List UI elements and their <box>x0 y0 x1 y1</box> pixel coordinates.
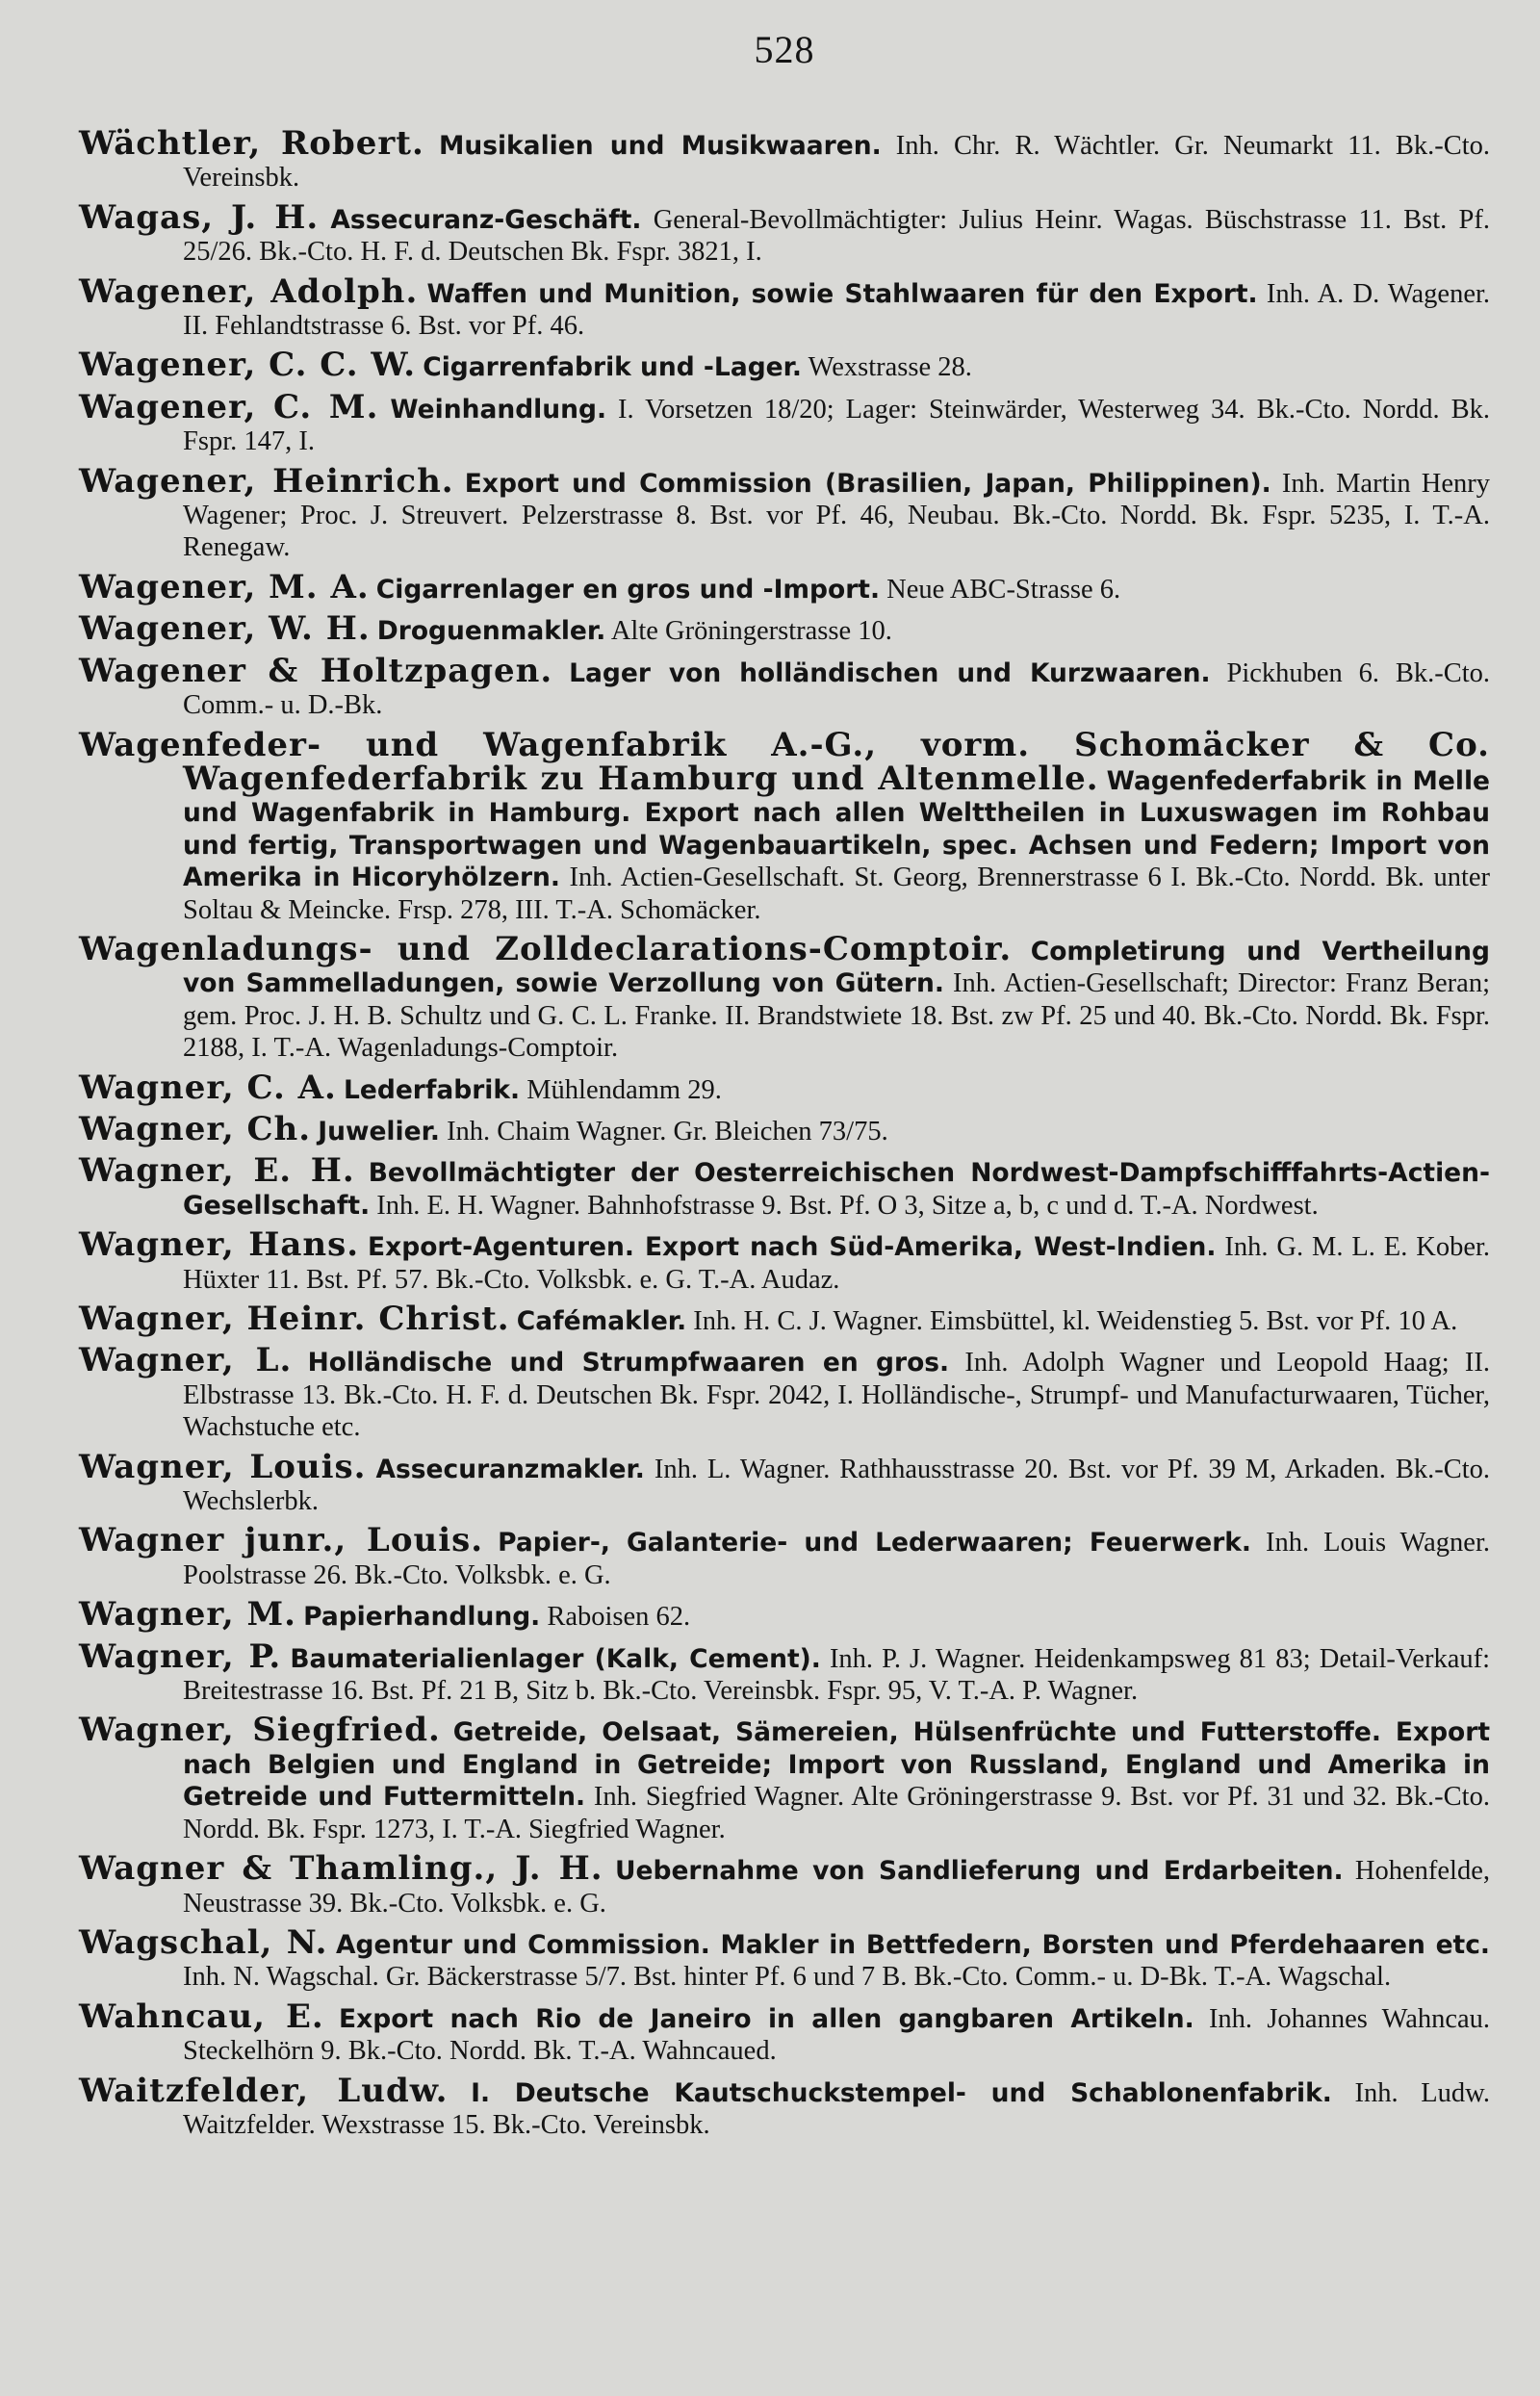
directory-entry <box>79 271 1491 343</box>
entry-trade: Cafémakler. <box>516 1306 687 1336</box>
entry-details: Inh. Chr. R. Wächtler. Gr. Neumarkt 11. Bk.-Cto. Vereinsbk. <box>183 131 1490 193</box>
directory-entry <box>79 1636 1491 1708</box>
directory-entry <box>79 1447 1490 1518</box>
entry-trade: Papier-, Galanterie- und Lederwaaren; Feuerwerk. <box>498 1528 1251 1559</box>
entry-details: Inh. Ludw. Waitzfelder. Wexstrasse 15. Bk.-Cto. Vereinsbk. <box>183 2077 1490 2140</box>
entry-trade: Juwelier. <box>318 1116 440 1146</box>
entry-name: Wagner, Siegfried. <box>79 1711 441 1750</box>
entry-name: Wagner, L. <box>79 1341 293 1380</box>
directory-entry <box>79 2071 1490 2142</box>
entry-name: Wagner, Hans. <box>79 1225 360 1265</box>
entry-trade: Assecuranzmakler. <box>375 1454 645 1484</box>
directory-entry <box>79 1711 1490 1845</box>
entry-trade: Cigarrenfabrik und -Lager. <box>423 352 803 383</box>
entry-name: Wagener, Adolph. <box>79 271 419 311</box>
entry-name: Wagener, C. M. <box>79 387 379 426</box>
directory-entry <box>79 1521 1491 1591</box>
entry-name: Wagner junr., Louis. <box>79 1521 484 1560</box>
entry-details: Inh. L. Wagner. Rathhausstrasse 20. Bst. vor Pf. 39 M, Arkaden. Bk.-Cto. Wechslerbk. <box>183 1454 1490 1517</box>
entry-trade: Assecuranz-Geschäft. <box>330 204 642 235</box>
entry-name: Wagenladungs- und Zolldeclarations-Comptoir. <box>79 929 1013 968</box>
entry-details: Pickhuben 6. Bk.-Cto. Comm.- u. D.-Bk. <box>183 657 1491 721</box>
entry-trade: Agentur und Commission. Makler in Bettfedern, Borsten und Pferdehaaren etc. <box>336 1929 1490 1960</box>
directory-entry <box>79 1922 1490 1994</box>
entry-name: Wagner, Louis. <box>79 1447 367 1486</box>
entry-name: Wagas, J. H. <box>79 197 320 237</box>
entry-trade: Getreide, Oelsaat, Sämereien, Hülsenfrüchte und Futterstoffe. Export nach Belgien und England in Getreide; Import von Russland, England und Amerika in Getreide und Futtermitteln. <box>183 1717 1490 1813</box>
directory-entry <box>79 1109 1490 1148</box>
entry-name: Wahncau, E. <box>79 1997 324 2036</box>
entry-name: Wagener, M. A. <box>79 567 370 606</box>
entry-name: Wächtler, Robert. <box>79 124 424 163</box>
entry-details: Inh. N. Wagschal. Gr. Bäckerstrasse 5/7. Bst. hinter Pf. 6 und 7 B. Bk.-Cto. Comm.- u. D-Bk. T.-A. Wagschal. <box>183 1962 1392 1993</box>
entry-details: Hohenfelde, Neustrasse 39. Bk.-Cto. Volksbk. e. G. <box>183 1856 1490 1919</box>
entry-details: Inh. H. C. J. Wagner. Eimsbüttel, kl. Weidenstieg 5. Bst. vor Pf. 10 A. <box>693 1306 1458 1336</box>
entry-name: Wagner & Thamling., J. H. <box>79 1849 603 1889</box>
entry-trade: Wagenfederfabrik in Melle und Wagenfabrik in Hamburg. Export nach allen Welttheilen in Luxuswagen im Rohbau und fertig, Transportwagen und Wagenbauartikeln, spec. Achsen und Federn; Import von Amerika in Hicoryhölzern. <box>183 765 1491 893</box>
entry-name: Wagener, Heinrich. <box>79 461 454 501</box>
entry-name: Wagschal, N. <box>79 1922 328 1962</box>
entry-trade: Lager von holländischen und Kurzwaaren. <box>569 657 1211 688</box>
entry-details: Inh. Chaim Wagner. Gr. Bleichen 73/75. <box>447 1116 888 1146</box>
entry-details: I. Vorsetzen 18/20; Lager: Steinwärder, Westerweg 34. Bk.-Cto. Nordd. Bk. Fspr. 147, I. <box>183 394 1491 457</box>
entry-details: Inh. Adolph Wagner und Leopold Haag; II. Elbstrasse 13. Bk.-Cto. H. F. d. Deutschen Bk. Fspr. 2042, I. Holländische-, Strumpf- und Manufacturwaaren, Tücher, Wachstuche etc. <box>183 1348 1491 1443</box>
entry-name: Waitzfelder, Ludw. <box>79 2071 449 2110</box>
entry-details: Inh. Martin Henry Wagener; Proc. J. Streuvert. Pelzerstrasse 8. Bst. vor Pf. 46, Neubau. Bk.-Cto. Nordd. Bk. Fspr. 5235, I. T.-A. Renegaw. <box>183 468 1491 563</box>
entry-trade: Export und Commission (Brasilien, Japan, Philippinen). <box>464 468 1271 499</box>
directory-entry <box>79 1068 1490 1107</box>
directory-entry <box>79 1151 1490 1222</box>
directory-entry <box>79 651 1491 722</box>
entry-name: Wagener, W. H. <box>79 609 371 649</box>
entry-trade: Papierhandlung. <box>303 1602 541 1633</box>
entry-details: Alte Gröningerstrasse 10. <box>610 616 892 647</box>
directory-entry <box>79 725 1491 926</box>
directory-entry <box>79 387 1491 458</box>
entry-details: Inh. Actien-Gesellschaft. St. Georg, Brennerstrasse 6 I. Bk.-Cto. Nordd. Bk. unter Soltau & Meincke. Frsp. 278, III. T.-A. Schomäcker. <box>183 863 1491 925</box>
entry-name: Wagner, Heinr. Christ. <box>79 1300 510 1338</box>
directory-entry <box>79 1997 1491 2068</box>
entry-trade: Holländische und Strumpfwaaren en gros. <box>307 1348 950 1378</box>
entry-trade: Waffen und Munition, sowie Stahlwaaren für den Export. <box>426 278 1258 309</box>
directory-entry <box>79 461 1491 564</box>
directory-entry <box>79 609 1490 649</box>
directory-entry <box>79 1849 1490 1919</box>
entry-details: Inh. P. J. Wagner. Heidenkampsweg 81 83; Detail-Verkauf: Breitestrasse 16. Bst. Pf. 21 B, Sitz b. Bk.-Cto. Vereinsbk. Fspr. 95, V. T.-A. P. Wagner. <box>183 1643 1491 1707</box>
entries-list <box>79 124 1491 2141</box>
directory-entry <box>79 124 1490 194</box>
entry-details: Inh. Louis Wagner. Poolstrasse 26. Bk.-Cto. Volksbk. e. G. <box>183 1528 1491 1590</box>
entry-trade: Musikalien und Musikwaaren. <box>438 131 882 161</box>
directory-entry <box>79 1300 1490 1338</box>
entry-trade: Completirung und Vertheilung von Sammelladungen, sowie Verzollung von Gütern. <box>183 936 1490 999</box>
directory-entry <box>79 1225 1491 1296</box>
directory-entry <box>79 1341 1491 1443</box>
entry-name: Wagner, P. <box>79 1636 282 1676</box>
entry-details: Inh. A. D. Wagener. II. Fehlandtstrasse 6. Bst. vor Pf. 46. <box>183 278 1491 342</box>
entry-details: Mühlendamm 29. <box>526 1074 722 1105</box>
directory-entry <box>79 346 1490 385</box>
entry-details: Neue ABC-Strasse 6. <box>886 574 1121 605</box>
entry-trade: Export-Agenturen. Export nach Süd-Amerika, West-Indien. <box>368 1232 1217 1263</box>
entry-trade: Droguenmakler. <box>376 616 606 647</box>
entry-details: General-Bevollmächtigter: Julius Heinr. Wagas. Büschstrasse 11. Bst. Pf. 25/26. Bk.-Cto. H. F. d. Deutschen Bk. Fspr. 3821, I. <box>183 204 1490 268</box>
entry-name: Wagner, M. <box>79 1595 296 1635</box>
entry-name: Wagener, C. C. W. <box>79 346 417 385</box>
entry-details: Wexstrasse 28. <box>808 352 972 383</box>
entry-trade: Baumaterialienlager (Kalk, Cement). <box>290 1643 821 1674</box>
entry-trade: Uebernahme von Sandlieferung und Erdarbeiten. <box>614 1856 1344 1887</box>
directory-entry <box>79 929 1490 1065</box>
entry-trade: Export nach Rio de Janeiro in allen gangbaren Artikeln. <box>339 2003 1194 2034</box>
entry-details: Inh. E. H. Wagner. Bahnhofstrasse 9. Bst. Pf. O 3, Sitze a, b, c und d. T.-A. Nordwest. <box>376 1190 1319 1221</box>
entry-trade: I. Deutsche Kautschuckstempel- und Schablonenfabrik. <box>471 2077 1332 2108</box>
entry-name: Wagner, Ch. <box>79 1109 312 1148</box>
entry-name: Wagner, E. H. <box>79 1151 355 1191</box>
entry-details: Inh. Johannes Wahncau. Steckelhörn 9. Bk.-Cto. Nordd. Bk. T.-A. Wahncaued. <box>183 2003 1491 2067</box>
entry-name: Wagener & Holtzpagen. <box>79 651 553 690</box>
entry-trade: Weinhandlung. <box>390 394 607 425</box>
page-number: 528 <box>754 28 815 71</box>
entry-name: Wagner, C. A. <box>79 1068 337 1107</box>
entry-details: Inh. Siegfried Wagner. Alte Gröningerstrasse 9. Bst. vor Pf. 31 und 32. Bk.-Cto. Nordd. Bk. Fspr. 1273, I. T.-A. Siegfried Wagner. <box>183 1782 1490 1844</box>
directory-entry <box>79 197 1490 269</box>
entry-details: Raboisen 62. <box>547 1602 691 1633</box>
entry-trade: Cigarrenlager en gros und -Import. <box>375 574 881 605</box>
directory-entry <box>79 567 1490 606</box>
directory-entry <box>79 1595 1490 1635</box>
entry-details: Inh. Actien-Gesellschaft; Director: Franz Beran; gem. Proc. J. H. B. Schultz und G. C. L. Franke. II. Brandstwiete 18. Bst. zw Pf. 25 und 40. Bk.-Cto. Nordd. Bk. Fspr. 2188, I. T.-A. Wagenladungs-Comptoir. <box>183 968 1490 1064</box>
entry-name: Wagenfeder- und Wagenfabrik A.-G., vorm. Schomäcker & Co. Wagenfederfabrik zu Hamburg und Altenmelle. <box>79 725 1490 798</box>
entry-trade: Lederfabrik. <box>343 1074 521 1105</box>
entry-details: Inh. G. M. L. E. Kober. Hüxter 11. Bst. Pf. 57. Bk.-Cto. Volksbk. e. G. T.-A. Audaz. <box>183 1232 1491 1295</box>
entry-trade: Bevollmächtigter der Oesterreichischen Nordwest-Dampfschifffahrts-Actien-Gesellschaft. <box>183 1158 1490 1221</box>
